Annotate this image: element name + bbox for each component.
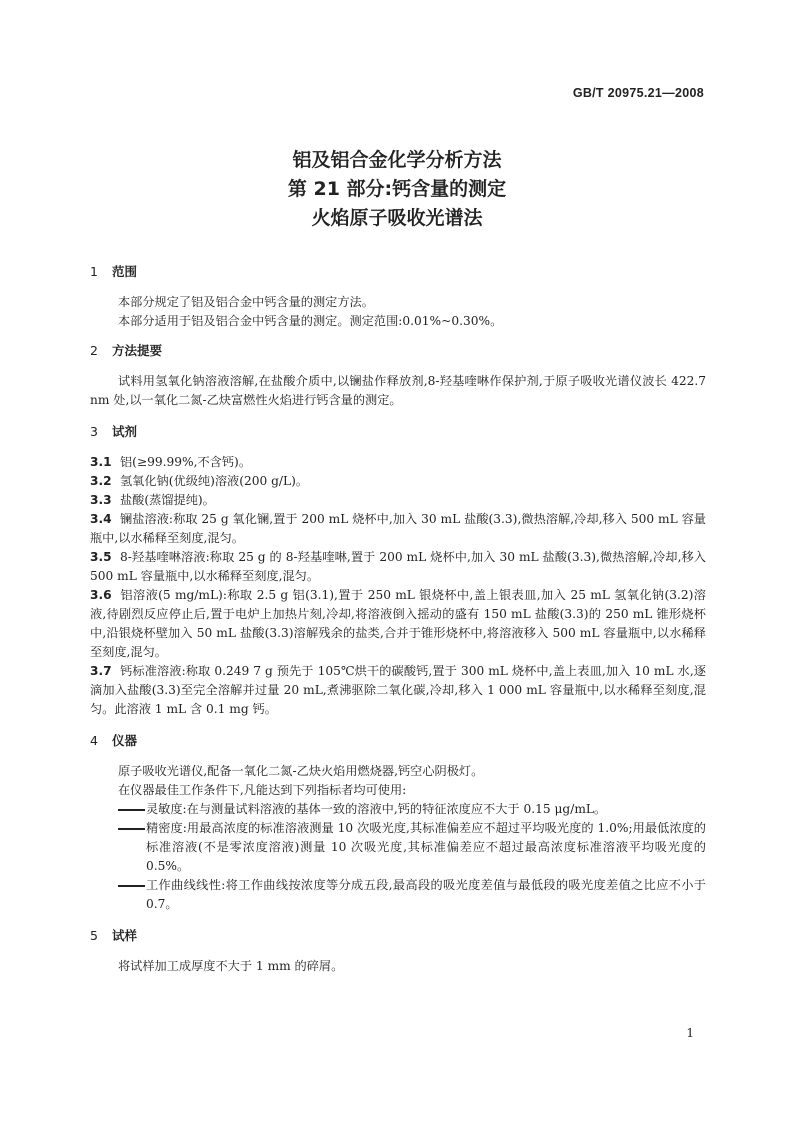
item-number: 3.6: [90, 588, 112, 602]
em-dash: [118, 885, 145, 887]
paragraph: 本部分规定了铝及铝合金中钙含量的测定方法。: [118, 295, 374, 309]
item-text: 铝(≥99.99%,不含钙)。: [120, 455, 252, 469]
reagent-item: [90, 510, 706, 548]
title-line-1: 铝及铝合金化学分析方法: [292, 149, 502, 171]
section-heading-scope: [90, 262, 706, 281]
item-text: 精密度:用最高浓度的标准溶液测量 10 次吸光度,其标准偏差应不超过平均吸光度的 1.0%;用最低浓度的标准溶液(不是零浓度溶液)测量 10 次吸光度,其标准偏差应不超过最高浓度标准溶液平均吸光度的 0.5%。: [146, 821, 706, 873]
paragraph: 原子吸收光谱仪,配备一氧化二氮-乙炔火焰用燃烧器,钙空心阴极灯。: [118, 764, 484, 778]
section-heading-apparatus: [90, 731, 706, 750]
section-number: 3: [90, 424, 98, 439]
requirement-item: [90, 876, 706, 914]
item-text: 铝溶液(5 mg/mL):称取 2.5 g 铝(3.1),置于 250 mL 银烧杯中,盖上银表皿,加入 25 mL 氢氧化钠(3.2)溶液,待剧烈反应停止后,置于电炉上加热片刻,冷却,将溶液倒入摇动的盛有 150 mL 盐酸(3.3)的 250 mL 锥形烧杯中,沿银烧杯壁加入 50 mL 盐酸(3.3)溶解残余的盐类,合并于锥形烧杯中,将溶液移入 500 mL 容量瓶中,以水稀释至刻度,混匀。: [90, 588, 706, 659]
item-text: 盐酸(蒸馏提纯)。: [120, 493, 215, 507]
paragraph: 将试样加工成厚度不大于 1 mm 的碎屑。: [118, 959, 344, 973]
section-heading-principle: [90, 341, 706, 360]
em-dash: [118, 809, 145, 811]
section-heading-sample: [90, 926, 706, 945]
section-heading-reagents: [90, 422, 706, 441]
document-body: [90, 262, 706, 976]
item-number: 3.4: [90, 512, 112, 526]
reagent-item: [90, 586, 706, 662]
requirement-item: [90, 800, 706, 819]
item-number: 3.2: [90, 474, 112, 488]
item-number: 3.3: [90, 493, 112, 507]
document-title: [0, 146, 794, 233]
section-title: 方法提要: [112, 343, 163, 358]
section-title: 范围: [112, 264, 138, 279]
reagent-item: [90, 662, 706, 719]
paragraph: 在仪器最佳工作条件下,凡能达到下列指标者均可使用:: [118, 783, 407, 797]
section-number: 4: [90, 733, 98, 748]
title-line-2: 第 21 部分:钙含量的测定: [287, 178, 507, 200]
item-number: 3.1: [90, 455, 112, 469]
paragraph: 试料用氢氧化钠溶液溶解,在盐酸介质中,以镧盐作释放剂,8-羟基喹啉作保护剂,于原子吸收光谱仪波长 422.7 nm 处,以一氧化二氮-乙炔富燃性火焰进行钙含量的测定。: [90, 374, 706, 407]
item-text: 镧盐溶液:称取 25 g 氧化镧,置于 200 mL 烧杯中,加入 30 mL 盐酸(3.3),微热溶解,冷却,移入 500 mL 容量瓶中,以水稀释至刻度,混匀。: [90, 512, 706, 545]
item-number: 3.5: [90, 550, 112, 564]
em-dash: [118, 828, 145, 830]
item-text: 8-羟基喹啉溶液:称取 25 g 的 8-羟基喹啉,置于 200 mL 烧杯中,加入 30 mL 盐酸(3.3),微热溶解,冷却,移入 500 mL 容量瓶中,以水稀释至刻度,混匀。: [90, 550, 706, 583]
section-title: 试剂: [112, 424, 138, 439]
title-line-3: 火焰原子吸收光谱法: [311, 207, 483, 229]
reagent-item: [90, 472, 706, 491]
requirement-item: [90, 819, 706, 876]
reagent-item: [90, 453, 706, 472]
section-number: 2: [90, 343, 98, 358]
item-text: 灵敏度:在与测量试料溶液的基体一致的溶液中,钙的特征浓度应不大于 0.15 μg/mL。: [146, 802, 607, 816]
reagent-item: [90, 491, 706, 510]
item-text: 钙标准溶液:称取 0.249 7 g 预先于 105℃烘干的碳酸钙,置于 300 mL 烧杯中,盖上表皿,加入 10 mL 水,逐滴加入盐酸(3.3)至完全溶解并过量 20 mL,煮沸驱除二氧化碳,冷却,移入 1 000 mL 容量瓶中,以水稀释至刻度,混匀。此溶液 1 mL 含 0.1 mg 钙。: [90, 664, 706, 716]
reagent-item: [90, 548, 706, 586]
section-number: 1: [90, 264, 98, 279]
item-number: 3.7: [90, 664, 112, 678]
page-number: 1: [686, 1026, 694, 1040]
item-text: 工作曲线线性:将工作曲线按浓度等分成五段,最高段的吸光度差值与最低段的吸光度差值之比应不小于 0.7。: [146, 878, 706, 911]
section-title: 试样: [112, 928, 138, 943]
section-number: 5: [90, 928, 98, 943]
item-text: 氢氧化钠(优级纯)溶液(200 g/L)。: [120, 474, 309, 488]
section-title: 仪器: [112, 733, 138, 748]
standard-number: GB/T 20975.21—2008: [572, 86, 704, 100]
paragraph: 本部分适用于铝及铝合金中钙含量的测定。测定范围:0.01%~0.30%。: [118, 314, 503, 328]
